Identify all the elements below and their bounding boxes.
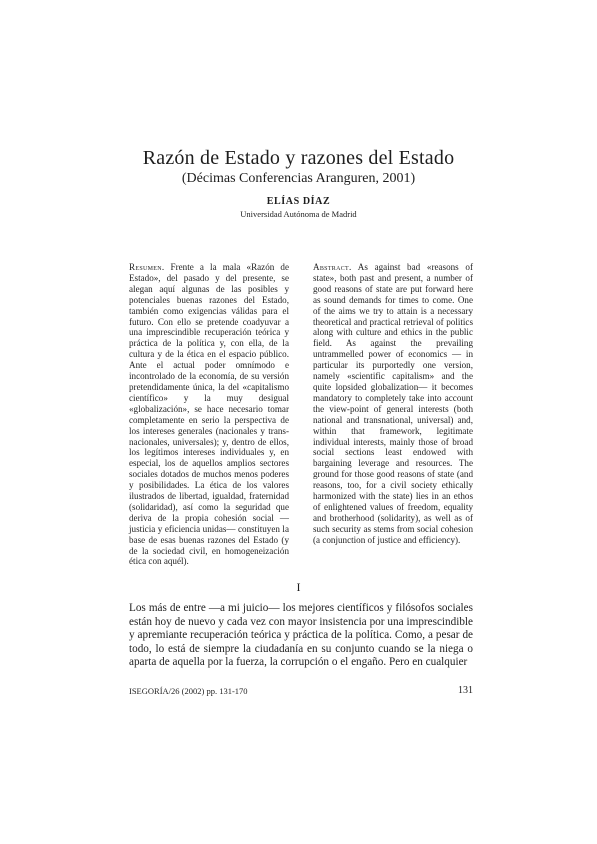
abstract-spanish-text: Frente a la mala «Razón de Estado», del pasado y del presente, se alegan aquí algunas de las posibles y potenciales buenas razones del Estado, también como exigencias válidas para el futuro. Con ello se pretende coadyuvar a una imprescindible recuperación teórica y práctica de la política y, con ella, de la cultura y de la ética en el espacio público. Ante el actual poder omnímodo e incontrolado de la economía, de su versión pretendidamente única, la del «capitalismo científico» y la muy desigual «globalización», se hace necesario tomar completamente en serio la perspectiva de los intereses generales (nacionales y trans-nacionales, universales); y, dentro de ellos, los legítimos intereses individuales y, en especial, los de aquellos amplios sectores sociales dotados de muchos menos poderes y posibilidades. La ética de los valores ilustrados de libertad, igualdad, fraternidad (solidaridad), así como la seguridad que deriva de la propia cohesión social —justicia y eficiencia unidas— constituyen la base de esas buenas razones del Estado (y de la sociedad civil, en homogeneización ética con aquél).: [129, 262, 289, 567]
article-title: Razón de Estado y razones del Estado: [142, 147, 455, 169]
author-affiliation: Universidad Autónoma de Madrid: [240, 209, 357, 219]
abstract-english-text: As against bad «reasons of state», both past and present, a number of good reasons of state are put forward here as sound demands for times to come. One of the aims we try to attain is a necessary theoretical and practical retrieval of politics along with culture and ethics in the public field. As against the prevailing untrammelled power of economics — in particular its purportedly one version, namely «scientific capitalism» and the quite lopsided globalization— it becomes mandatory to completely take into account the view-point of general interests (both national and transnational, universal) and, within that framework, legitimate individual interests, mainly those of broad social sections least endowed with bargaining leverage and resources. The ground for those good reasons of state (and reasons, too, for a civil society ethically harmonized with the state) lies in an ethos of enlightened values of freedom, equality and brotherhood (solidarity), as well as of such security as stems from social cohesion (a conjunction of justice and efficiency).: [313, 262, 473, 545]
article-subtitle: (Décimas Conferencias Aranguren, 2001): [181, 171, 416, 186]
section-number: I: [296, 580, 301, 594]
abstract-spanish-label: Resumen.: [129, 262, 165, 272]
abstract-spanish: [129, 262, 289, 567]
journal-footer: ISEGORÍA/26 (2002) pp. 131-170: [129, 686, 248, 696]
body-paragraph: Los más de entre —a mi juicio— los mejores científicos y filósofos sociales están hoy de nuevo y cada vez con mayor insistencia por una imprescindible y apremiante recuperación teórica y práctica de la política. Como, a pesar de todo, lo está de siempre la ciudadanía en su conjunto cuando se la niega o aparta de aquella por la fuerza, la corrupción o el engaño. Pero en cualquier: [129, 602, 473, 669]
abstract-english-label: Abstract.: [313, 262, 352, 272]
page-number: 131: [458, 685, 473, 696]
author-name: ELÍAS DÍAZ: [266, 196, 331, 207]
abstract-english: [313, 262, 473, 546]
